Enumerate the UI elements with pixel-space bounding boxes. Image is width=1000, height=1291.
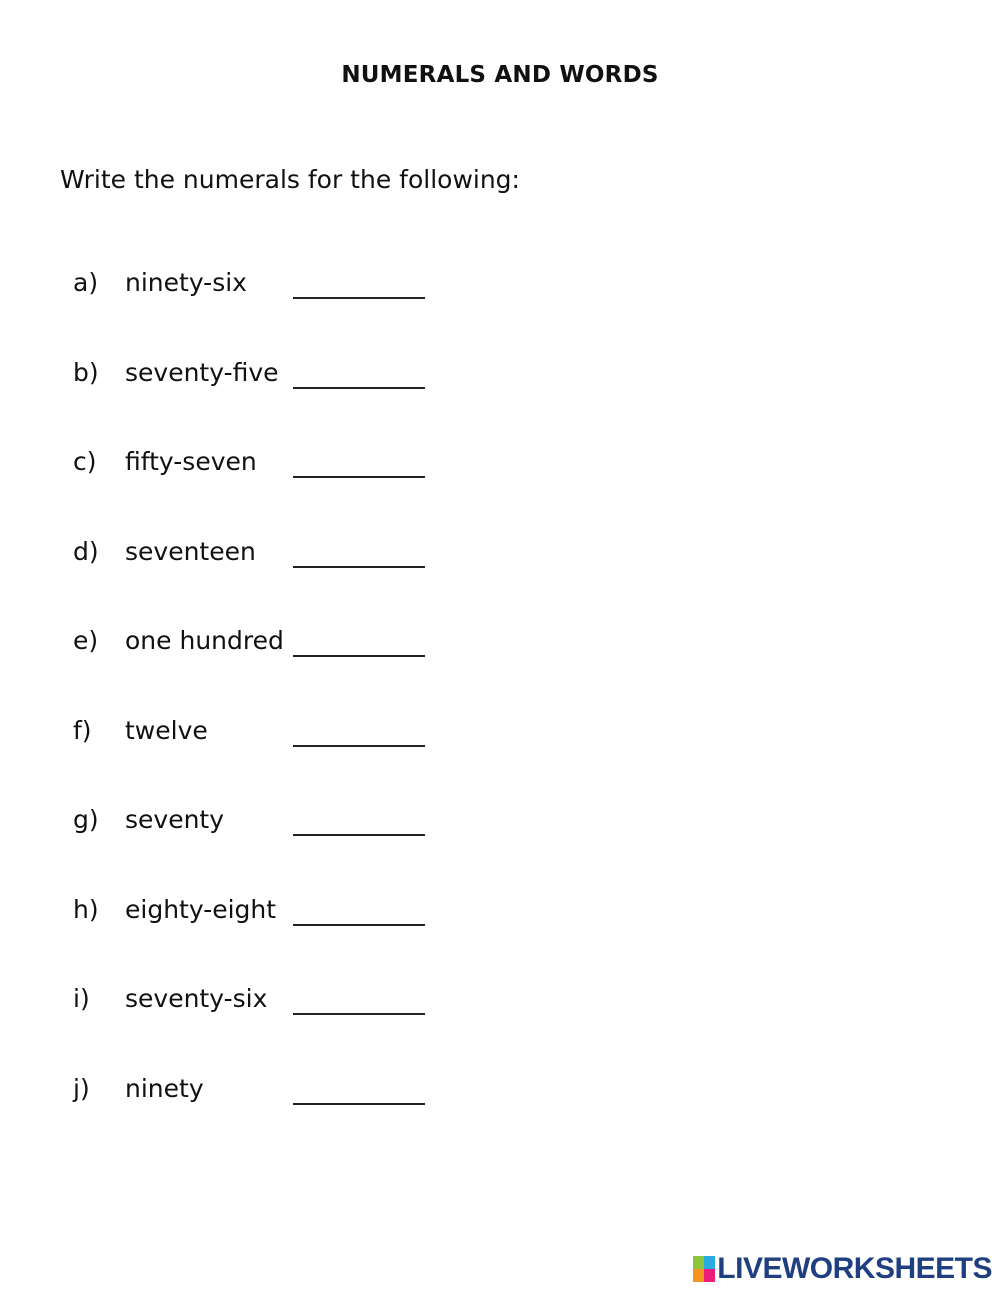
- question-row-e: [0, 622, 1000, 712]
- question-word: twelve: [125, 715, 208, 745]
- worksheet-title: NUMERALS AND WORDS: [341, 62, 659, 88]
- question-row-h: [0, 891, 1000, 981]
- question-letter: e): [73, 626, 99, 655]
- answer-blank-c[interactable]: [293, 476, 425, 478]
- liveworksheets-logo-icon: [693, 1256, 715, 1282]
- answer-blank-g[interactable]: [293, 834, 425, 836]
- question-word: one hundred: [125, 626, 284, 655]
- question-letter: d): [73, 536, 99, 566]
- liveworksheets-logo: [693, 1252, 992, 1286]
- answer-blank-f[interactable]: [293, 745, 425, 747]
- answer-blank-e[interactable]: [293, 655, 425, 657]
- question-letter: a): [73, 268, 99, 297]
- question-word: seventy: [125, 805, 225, 834]
- question-letter: h): [73, 894, 99, 924]
- question-row-a: [0, 264, 1000, 354]
- question-letter: j): [73, 1073, 90, 1103]
- instruction-text: Write the numerals for the following:: [60, 165, 520, 194]
- question-letter: f): [73, 715, 92, 745]
- question-row-f: [0, 712, 1000, 802]
- answer-blank-d[interactable]: [293, 566, 425, 568]
- question-row-c: [0, 443, 1000, 533]
- answer-blank-a[interactable]: [293, 297, 425, 299]
- question-word: seventy-six: [125, 984, 268, 1013]
- question-word: seventeen: [125, 536, 256, 566]
- question-letter: g): [73, 805, 99, 834]
- question-word: seventy-five: [125, 357, 279, 387]
- question-word: ninety-six: [125, 268, 247, 297]
- question-word: ninety: [125, 1073, 204, 1103]
- question-letter: i): [73, 984, 90, 1013]
- question-row-g: [0, 801, 1000, 891]
- question-word: fifty-seven: [125, 447, 257, 476]
- question-letter: c): [73, 447, 97, 476]
- question-list: [0, 264, 1000, 1159]
- answer-blank-i[interactable]: [293, 1013, 425, 1015]
- logo-text: LIVEWORKSHEETS: [717, 1252, 992, 1285]
- question-row-d: [0, 533, 1000, 623]
- question-word: eighty-eight: [125, 894, 277, 924]
- question-letter: b): [73, 357, 99, 387]
- question-row-i: [0, 980, 1000, 1070]
- answer-blank-j[interactable]: [293, 1103, 425, 1105]
- answer-blank-h[interactable]: [293, 924, 425, 926]
- question-row-j: [0, 1070, 1000, 1160]
- question-row-b: [0, 354, 1000, 444]
- answer-blank-b[interactable]: [293, 387, 425, 389]
